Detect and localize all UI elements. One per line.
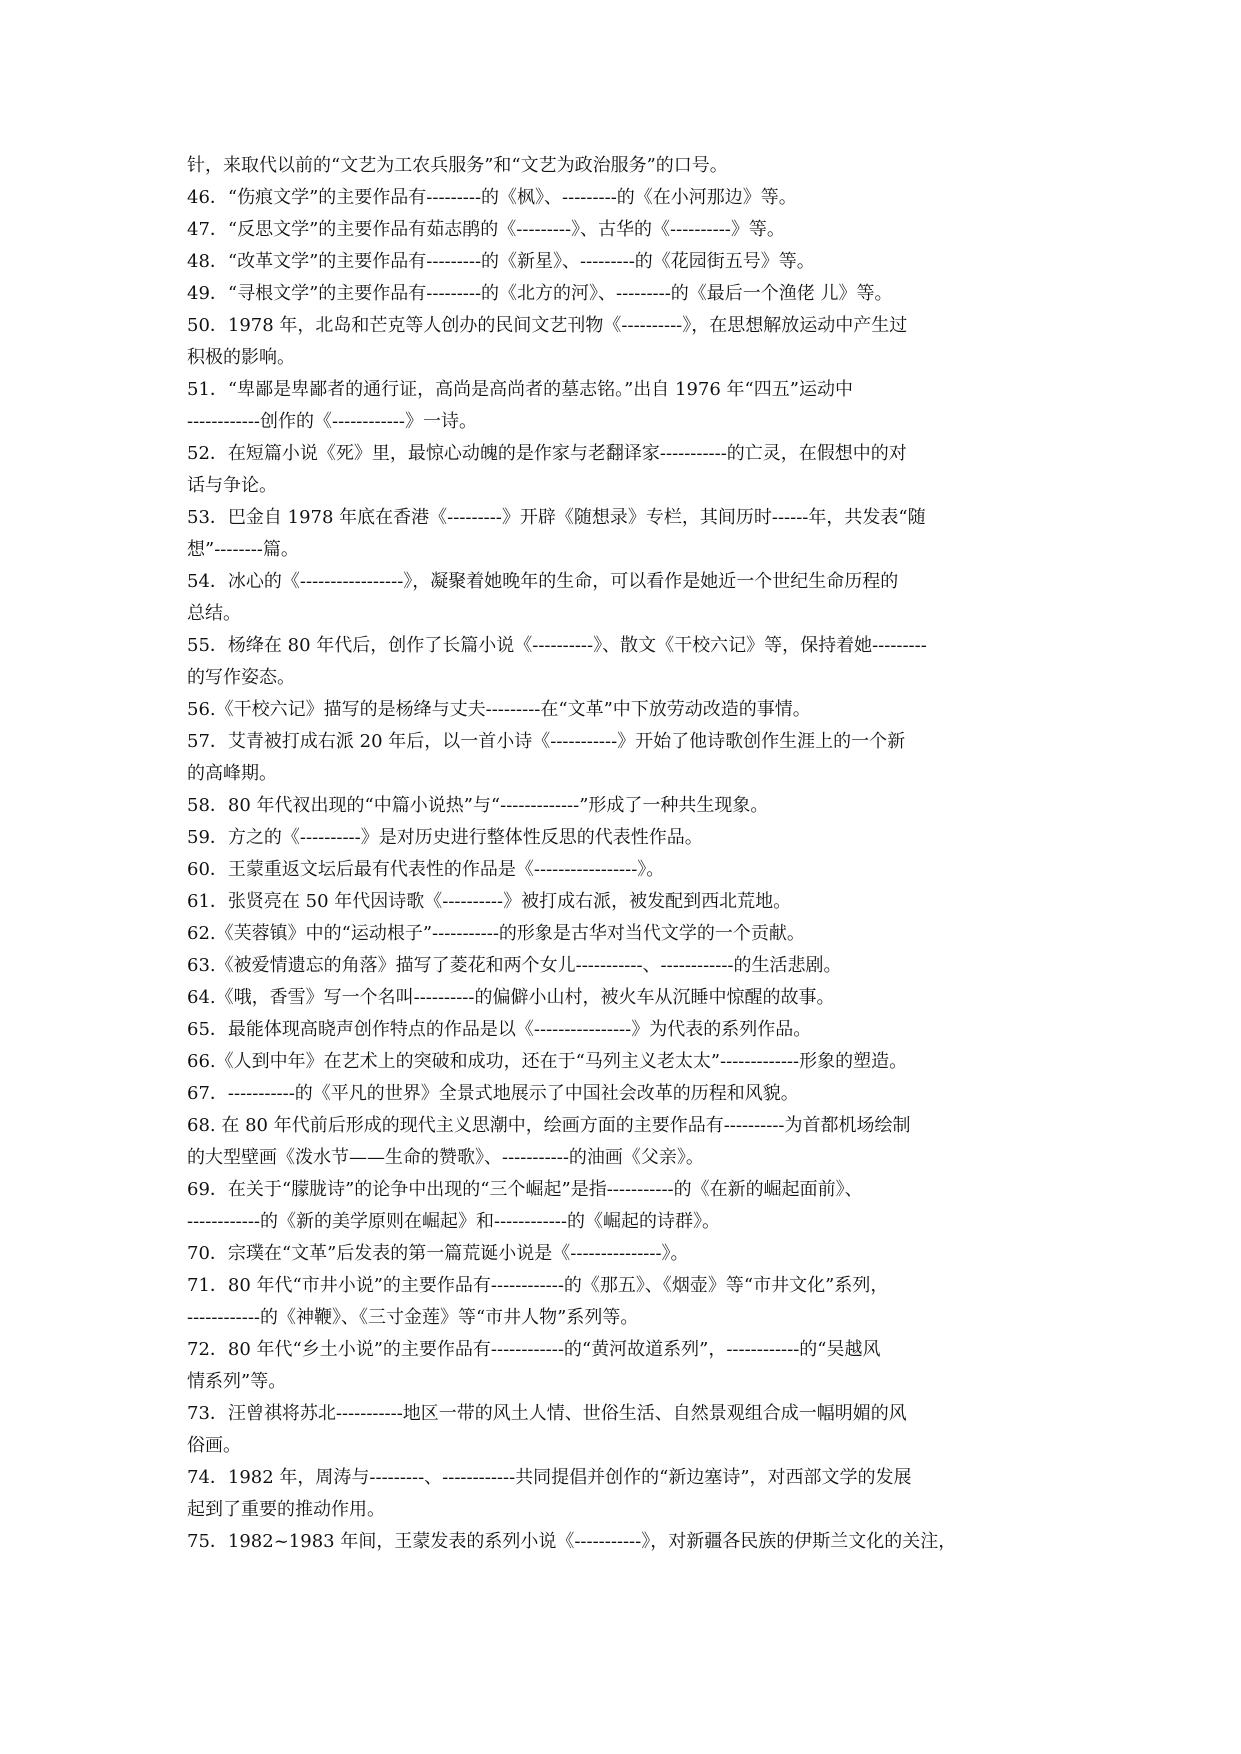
text-line: 起到了重要的推动作用。 [187, 1499, 385, 1520]
text-line: 65．最能体现高晓声创作特点的作品是以《----------------》为代表的系列作品。 [187, 1019, 812, 1040]
text-line: 话与争论。 [187, 475, 277, 496]
text-line: 59．方之的《----------》是对历史进行整体性反思的代表性作品。 [187, 827, 703, 848]
text-line: 64.《哦，香雪》写一个名叫----------的偏僻小山村，被火车从沉睡中惊醒的故事。 [187, 987, 835, 1008]
text-line: 71．80 年代“市井小说”的主要作品有------------的《那五》、《烟壶》等“市井文化”系列， [187, 1275, 889, 1296]
text-line: 68. 在 80 年代前后形成的现代主义思潮中，绘画方面的主要作品有----------为首都机场绘制 [187, 1115, 911, 1136]
text-line: 58．80 年代衩出现的“中篇小说热”与“-------------”形成了一种共生现象。 [187, 795, 769, 816]
text-line: 70．宗璞在“文革”后发表的第一篇荒诞小说是《---------------》。 [187, 1243, 689, 1264]
document-body [187, 150, 1053, 1558]
text-line: 75．1982~1983 年间，王蒙发表的系列小说《-----------》，对新疆各民族的伊斯兰文化的关注， [187, 1531, 957, 1552]
text-line: 55．杨绛在 80 年代后，创作了长篇小说《----------》、散文《干校六记》等，保持着她--------- [187, 635, 927, 656]
text-line: 73．汪曾祺将苏北-----------地区一带的风土人情、世俗生活、自然景观组合成一幅明媚的风 [187, 1403, 907, 1424]
text-line: ------------创作的《------------》一诗。 [187, 411, 477, 432]
text-line: 52．在短篇小说《死》里，最惊心动魄的是作家与老翻译家-----------的亡灵，在假想中的对 [187, 443, 907, 464]
text-line: 50．1978 年，北岛和芒克等人创办的民间文艺刊物《----------》，在思想解放运动中产生过 [187, 315, 908, 336]
text-line: 72．80 年代“乡土小说”的主要作品有------------的“黄河故道系列”，------------的“吴越风 [187, 1339, 881, 1360]
text-line: 74．1982 年，周涛与---------、------------共同提倡并创作的“新边塞诗”，对西部文学的发展 [187, 1467, 912, 1488]
text-line: ------------的《新的美学原则在崛起》和------------的《崛起的诗群》。 [187, 1211, 720, 1232]
text-line: 总结。 [187, 603, 241, 624]
text-line: 69．在关于“朦胧诗”的论争中出现的“三个崛起”是指-----------的《在新的崛起面前》、 [187, 1179, 863, 1200]
text-line: 的写作姿态。 [187, 667, 295, 688]
text-line: 61．张贤亮在 50 年代因诗歌《----------》被打成右派，被发配到西北荒地。 [187, 891, 792, 912]
text-line: 46．“伤痕文学”的主要作品有---------的《枫》、---------的《在小河那边》等。 [187, 187, 797, 208]
text-line: 想”--------篇。 [187, 539, 299, 560]
text-line: 48．“改革文学”的主要作品有---------的《新星》、---------的《花园街五号》等。 [187, 251, 815, 272]
text-line: 47．“反思文学”的主要作品有茹志鹃的《---------》、古华的《----------》等。 [187, 219, 785, 240]
text-line: ------------的《神鞭》、《三寸金莲》等“市井人物”系列等。 [187, 1307, 639, 1328]
text-line: 俗画。 [187, 1435, 241, 1456]
text-line: 的大型壁画《泼水节——生命的赞歌》、-----------的油画《父亲》。 [187, 1147, 704, 1168]
text-line: 针，来取代以前的“文艺为工农兵服务”和“文艺为政治服务”的口号。 [187, 155, 728, 176]
text-line: 情系列”等。 [187, 1371, 287, 1392]
text-line: 63.《被爱情遗忘的角落》描写了菱花和两个女儿-----------、------------的生活悲剧。 [187, 955, 842, 976]
text-line: 56.《干校六记》描写的是杨绛与丈夫---------在“文革”中下放劳动改造的事情。 [187, 699, 811, 720]
text-line: 54．冰心的《-----------------》，凝聚着她晚年的生命，可以看作是她近一个世纪生命历程的 [187, 571, 899, 592]
text-line: 60．王蒙重返文坛后最有代表性的作品是《-----------------》。 [187, 859, 665, 880]
text-line: 62.《芙蓉镇》中的“运动根子”-----------的形象是古华对当代文学的一个贡献。 [187, 923, 805, 944]
text-line: 51．“卑鄙是卑鄙者的通行证，高尚是高尚者的墓志铭。”出自 1976 年“四五”运动中 [187, 379, 853, 400]
text-line: 66.《人到中年》在艺术上的突破和成功，还在于“马列主义老太太”-------------形象的塑造。 [187, 1051, 908, 1072]
text-line: 57．艾青被打成右派 20 年后，以一首小诗《-----------》开始了他诗歌创作生涯上的一个新 [187, 731, 906, 752]
text-line: 49．“寻根文学”的主要作品有---------的《北方的河》、---------的《最后一个渔佬 儿》等。 [187, 283, 893, 304]
text-line: 积极的影响。 [187, 347, 295, 368]
text-line: 53．巴金自 1978 年底在香港《---------》开辟《随想录》专栏，其间历时------年，共发表“随 [187, 507, 926, 528]
text-line: 的高峰期。 [187, 763, 277, 784]
text-line: 67．-----------的《平凡的世界》全景式地展示了中国社会改革的历程和风貌。 [187, 1083, 799, 1104]
